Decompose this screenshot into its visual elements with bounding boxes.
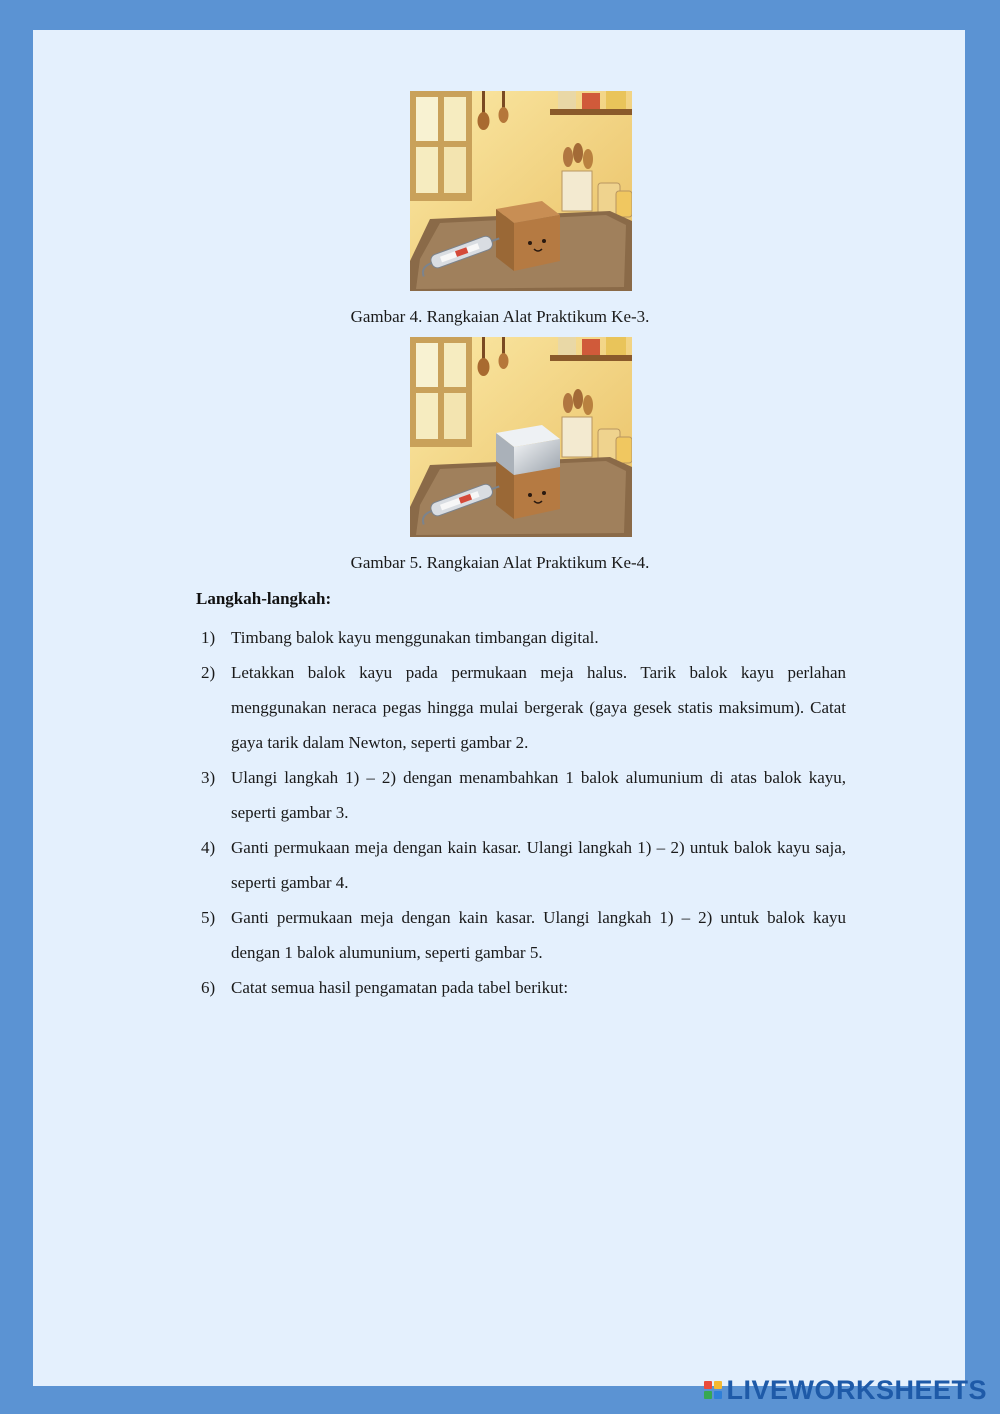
figure-5-illustration [410, 337, 632, 537]
liveworksheets-logo-text: LIVEWORKSHEETS [726, 1374, 987, 1405]
step-item [196, 900, 846, 970]
step-number: 1) [201, 628, 216, 647]
figure-4-caption: Gambar 4. Rangkaian Alat Praktikum Ke-3. [350, 307, 650, 326]
step-text: Ganti permukaan meja dengan kain kasar. Ulangi langkah 1) – 2) untuk balok kayu saja, seperti gambar 4. [231, 838, 846, 892]
step-number: 5) [201, 908, 216, 927]
step-text: Ganti permukaan meja dengan kain kasar. Ulangi langkah 1) – 2) untuk balok kayu dengan 1 balok alumunium, seperti gambar 5. [231, 908, 846, 962]
step-text: Catat semua hasil pengamatan pada tabel berikut: [231, 978, 569, 997]
step-item [196, 760, 846, 830]
step-text: Letakkan balok kayu pada permukaan meja halus. Tarik balok kayu perlahan menggunakan neraca pegas hingga mulai bergerak (gaya gesek statis maksimum). Catat gaya tarik dalam Newton, seperti gambar 2. [231, 663, 846, 752]
liveworksheets-logo-icon [704, 1381, 722, 1399]
step-text: Timbang balok kayu menggunakan timbangan digital. [231, 628, 599, 647]
step-text: Ulangi langkah 1) – 2) dengan menambahkan 1 balok alumunium di atas balok kayu, seperti gambar 3. [231, 768, 846, 822]
steps-list [196, 620, 846, 1005]
figure-4-illustration [410, 91, 632, 291]
step-item [196, 830, 846, 900]
step-item [196, 970, 846, 1005]
liveworksheets-logo[interactable] [704, 1375, 987, 1405]
steps-title: Langkah-langkah: [196, 589, 332, 608]
step-number: 4) [201, 838, 216, 857]
step-number: 3) [201, 768, 216, 787]
step-item [196, 655, 846, 760]
step-number: 6) [201, 978, 216, 997]
step-item [196, 620, 846, 655]
figure-5-caption: Gambar 5. Rangkaian Alat Praktikum Ke-4. [350, 553, 650, 572]
step-number: 2) [201, 663, 216, 682]
